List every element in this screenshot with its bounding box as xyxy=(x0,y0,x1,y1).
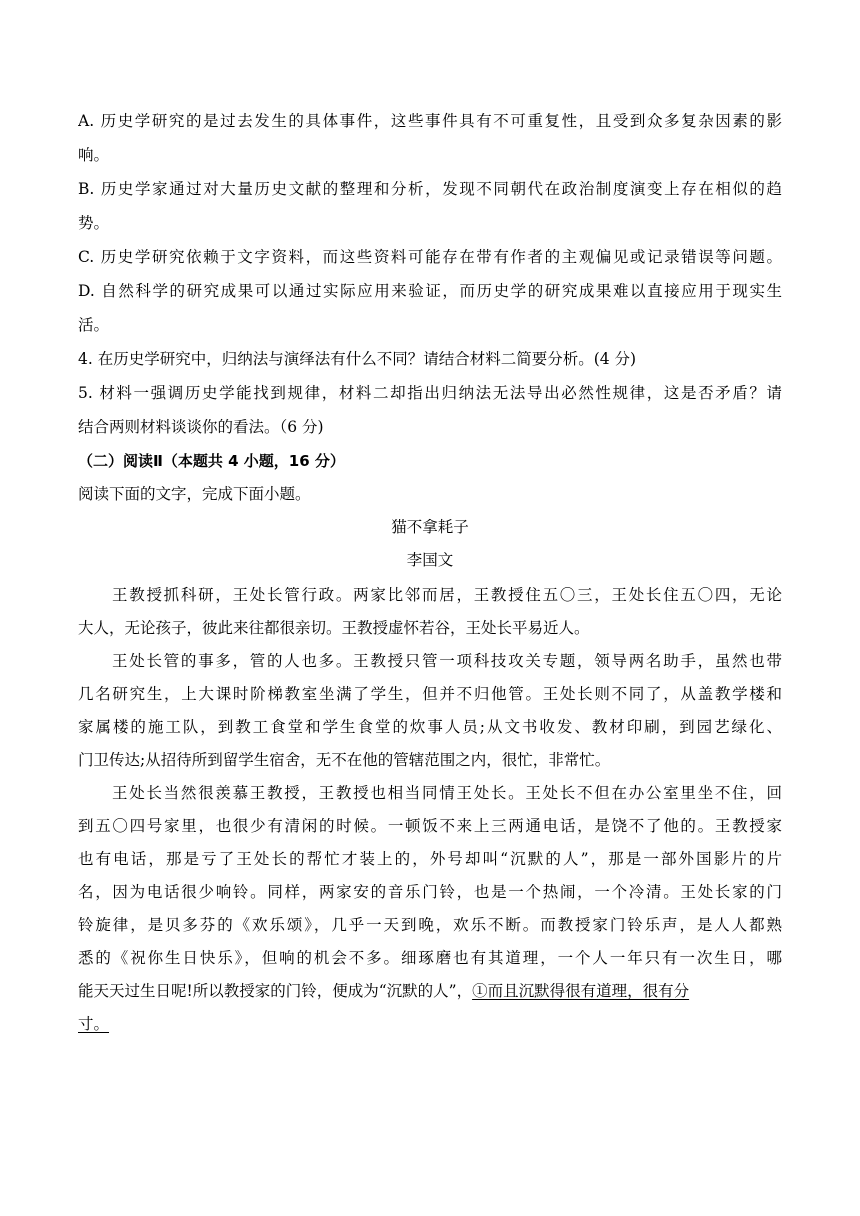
question-4: 4. 在历史学研究中，归纳法与演绎法有什么不同？请结合材料二简要分析。(4 分) xyxy=(78,350,637,368)
paragraph-3-line-2: 到五〇四号家里，也很少有清闲的时候。一顿饭不来上三两通电话，是饶不了他的。王教授家 xyxy=(78,817,782,835)
paragraph-2-line-1: 王处长管的事多，管的人也多。王教授只管一项科技攻关专题，领导两名助手，虽然也带 xyxy=(112,652,782,670)
option-d-line-1: D. 自然科学的研究成果可以通过实际应用来验证，而历史学的研究成果难以直接应用于现实生 xyxy=(78,282,782,300)
option-d-line-2: 活。 xyxy=(78,316,110,334)
option-c-line-1: C. 历史学研究依赖于文字资料，而这些资料可能存在带有作者的主观偏见或记录错误等问题。 xyxy=(78,248,782,266)
article-title: 猫不拿耗子 xyxy=(391,518,469,536)
paragraph-3-line-5: 铃旋律，是贝多芬的《欢乐颂》，几乎一天到晚，欢乐不断。而教授家门铃乐声，是人人都熟 xyxy=(78,916,782,934)
paragraph-1-line-1: 王教授抓科研，王处长管行政。两家比邻而居，王教授住五〇三，王处长住五〇四，无论 xyxy=(112,586,782,604)
underlined-sentence-1-end: 寸。 xyxy=(78,1015,110,1033)
section-instruction: 阅读下面的文字，完成下面小题。 xyxy=(78,485,311,503)
option-b-line-1: B. 历史学家通过对大量历史文献的整理和分析，发现不同朝代在政治制度演变上存在相似的趋 xyxy=(78,180,782,198)
paragraph-2-line-2: 几名研究生，上大课时阶梯教室坐满了学生，但并不归他管。王处长则不同了，从盖教学楼和 xyxy=(78,685,782,703)
paragraph-3-line-7-text: 能天天过生日呢!所以教授家的门铃，便成为“沉默的人”， xyxy=(78,982,473,1000)
paragraph-3-line-1: 王处长当然很羡慕王教授，王教授也相当同情王处长。王处长不但在办公室里坐不住，回 xyxy=(112,784,782,802)
paragraph-3-line-3: 也有电话，那是亏了王处长的帮忙才装上的，外号却叫“沉默的人”，那是一部外国影片的片 xyxy=(78,850,782,868)
paragraph-2-line-3: 家属楼的施工队，到教工食堂和学生食堂的炊事人员;从文书收发、教材印刷，到园艺绿化、 xyxy=(78,718,782,736)
paragraph-1-line-2: 大人，无论孩子，彼此来往都很亲切。王教授虚怀若谷，王处长平易近人。 xyxy=(78,619,590,637)
question-5-line-2: 结合两则材料谈谈你的看法。（6 分) xyxy=(78,418,324,436)
article-author: 李国文 xyxy=(406,551,454,569)
section-heading: （二）阅读Ⅱ（本题共 4 小题，16 分） xyxy=(78,452,345,470)
option-a-line-1: A. 历史学研究的是过去发生的具体事件，这些事件具有不可重复性，且受到众多复杂因素的影 xyxy=(78,112,782,130)
paragraph-3-line-6: 悉的《祝你生日快乐》，但响的机会不多。细琢磨也有其道理，一个人一年只有一次生日，哪 xyxy=(78,949,782,967)
paragraph-2-line-4: 门卫传达;从招待所到留学生宿舍，无不在他的管辖范围之内，很忙，非常忙。 xyxy=(78,751,611,769)
option-a-line-2: 响。 xyxy=(78,146,110,164)
option-b-line-2: 势。 xyxy=(78,214,110,232)
underlined-sentence-1: ①而且沉默得很有道理，很有分 xyxy=(472,982,690,1000)
paragraph-3-line-8 xyxy=(78,1014,782,1034)
question-5-line-1: 5. 材料一强调历史学能找到规律，材料二却指出归纳法无法导出必然性规律，这是否矛盾？请 xyxy=(78,384,782,402)
paragraph-3-line-7 xyxy=(78,981,782,1001)
paragraph-3-line-4: 名，因为电话很少响铃。同样，两家安的音乐门铃，也是一个热闹，一个冷清。王处长家的门 xyxy=(78,883,782,901)
